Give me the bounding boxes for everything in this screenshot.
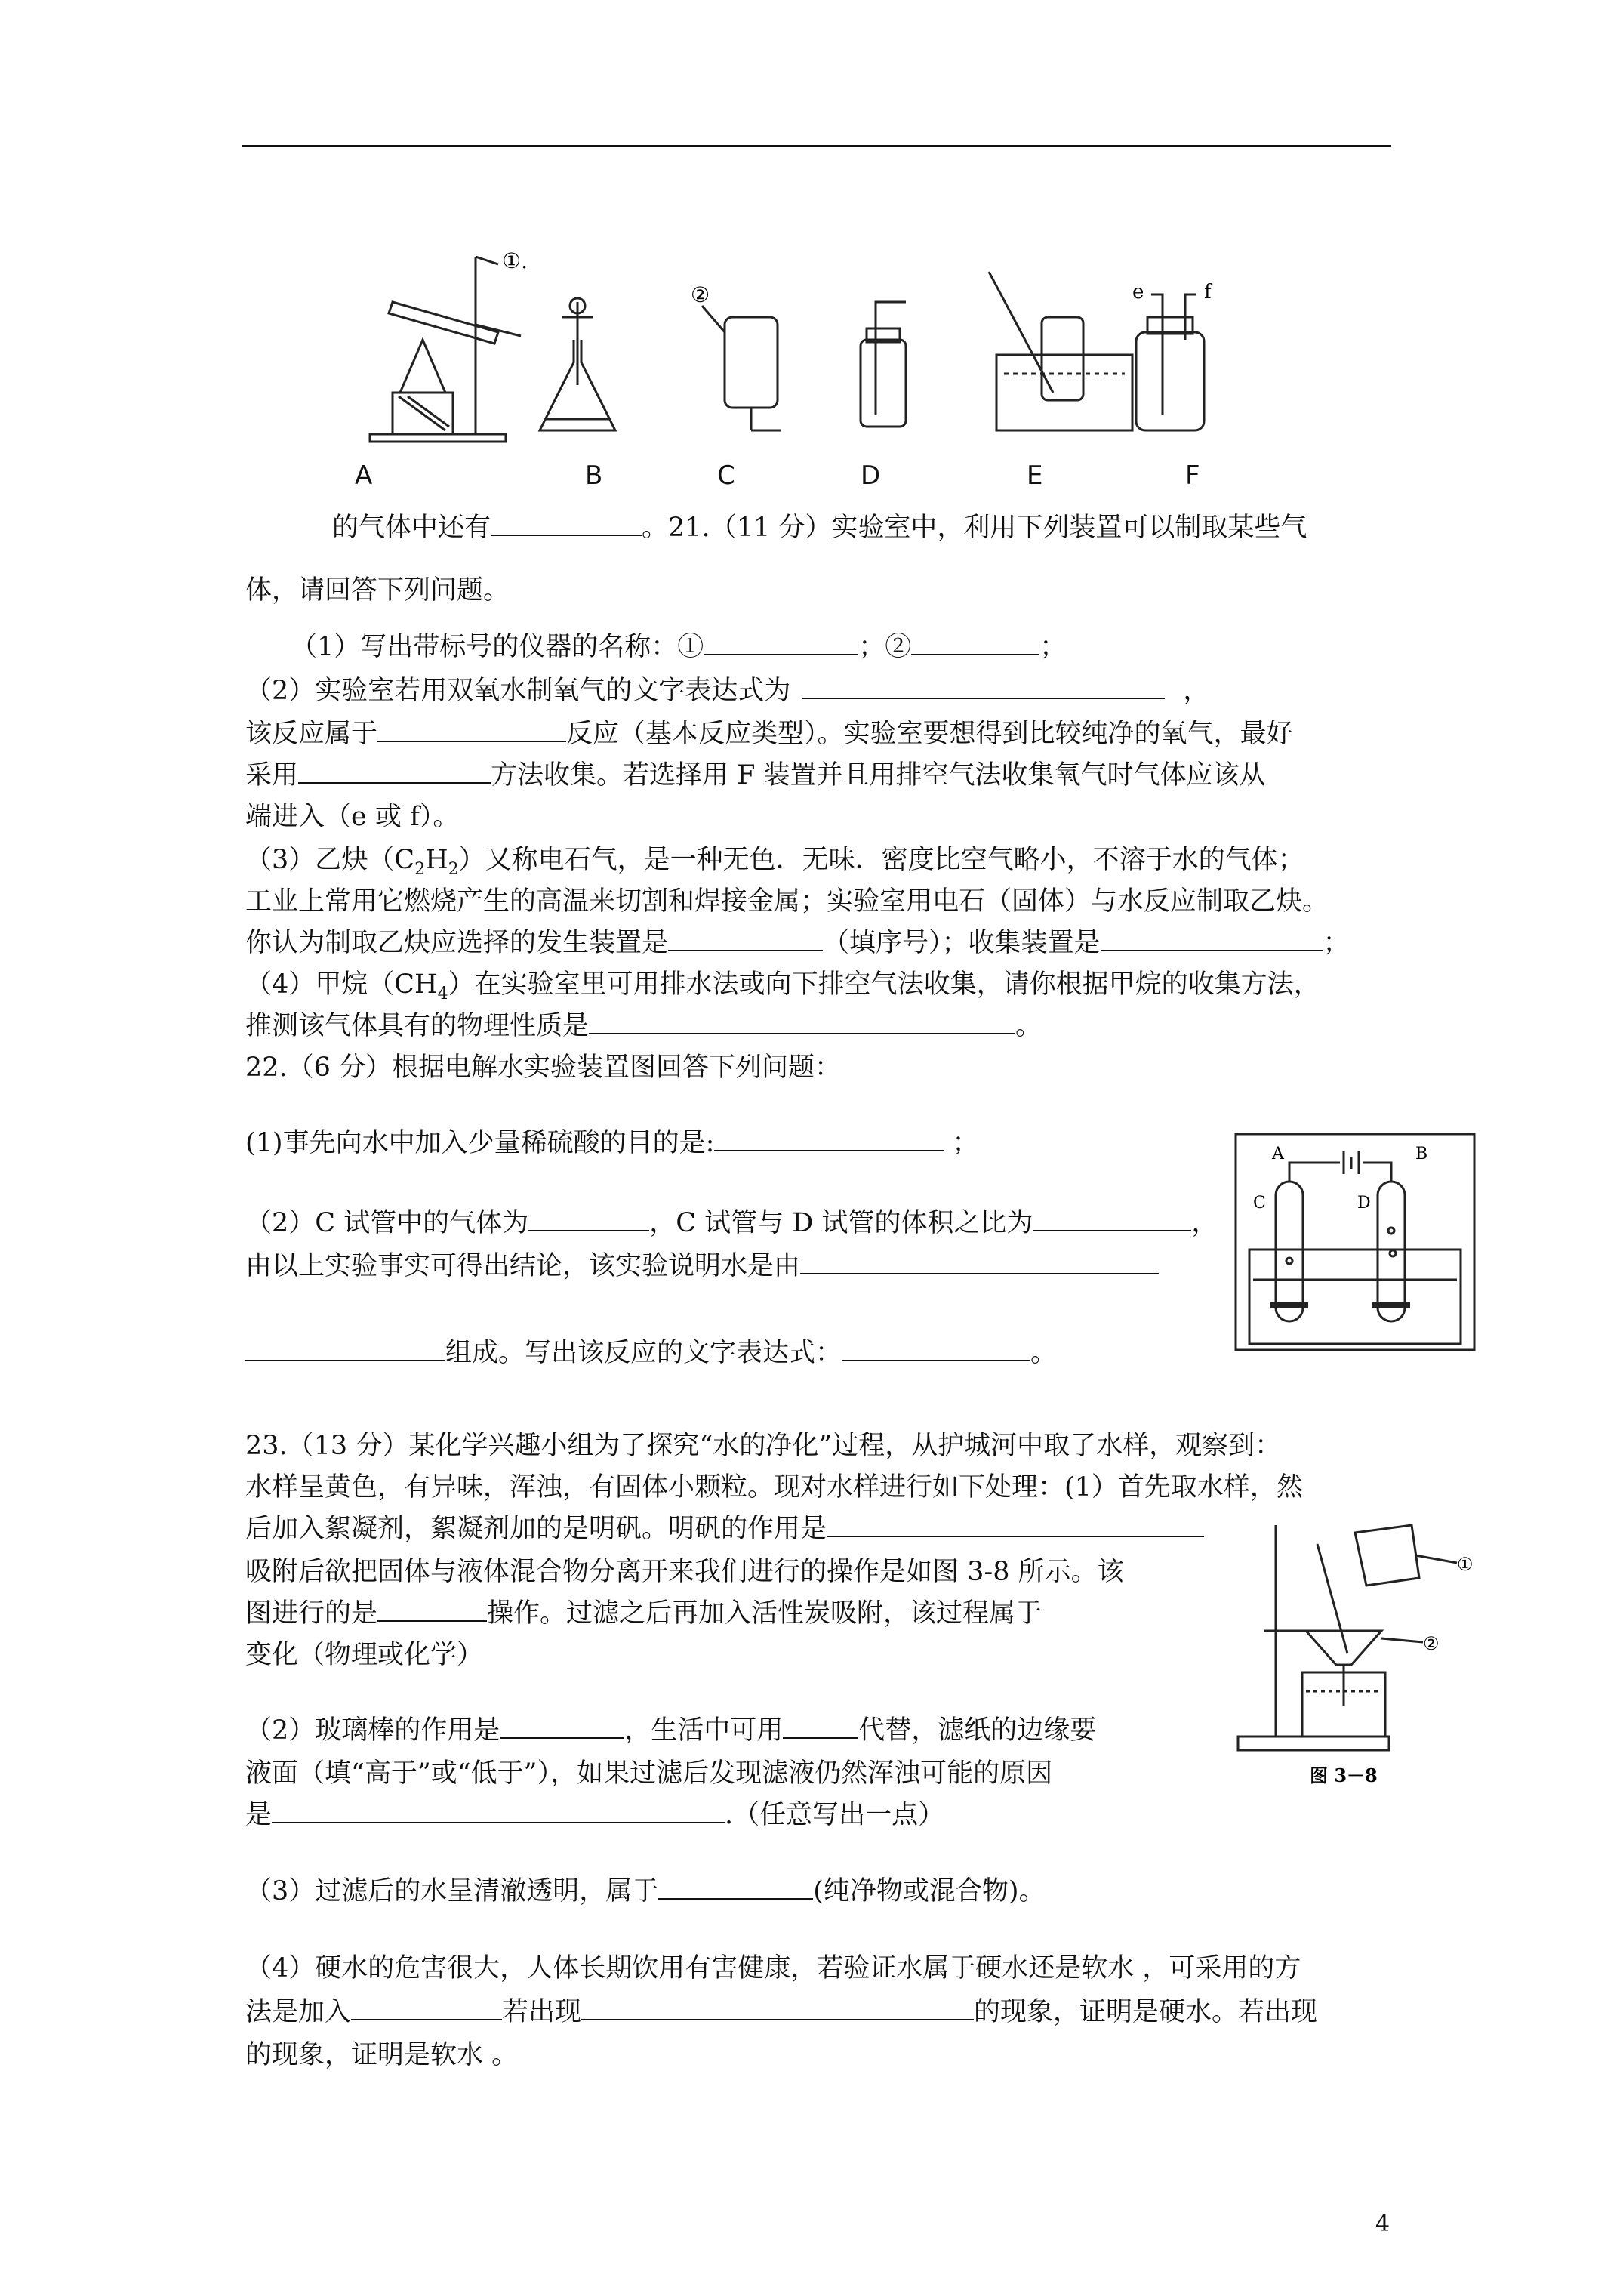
marker-1: ①.	[502, 248, 528, 273]
q23-line13: 的现象，证明是软水 。	[245, 2040, 519, 2070]
marker-2: ②	[691, 282, 710, 307]
apparatus-label-b: B	[585, 461, 603, 491]
apparatus-label-c: C	[717, 461, 735, 491]
apparatus-label-f: F	[1185, 461, 1200, 491]
tube-c-label: C	[1253, 1194, 1266, 1213]
q21-part2-line1: （2）实验室若用双氧水制氧气的文字表达式为 ，	[245, 676, 1210, 706]
q23-line5: 图进行的是 操作。过滤之后再加入活性炭吸附，该过程属于	[245, 1598, 1042, 1629]
apparatus-b-drawing	[540, 298, 615, 430]
q23-line9: 是 .（任意写出一点）	[245, 1800, 945, 1830]
filter-marker-1: ①	[1457, 1554, 1474, 1575]
tube-d-label: D	[1357, 1194, 1371, 1213]
q21-part3-line2: 工业上常用它燃烧产生的高温来切割和焊接金属；实验室用电石（固体）与水反应制取乙炔。	[245, 886, 1329, 917]
apparatus-label-d: D	[861, 461, 881, 491]
q23-line7: （2）玻璃棒的作用是 ，生活中可用 代替，滤纸的边缘要	[245, 1715, 1097, 1746]
electrode-b-label: B	[1415, 1145, 1428, 1163]
q22-header: 22.（6 分）根据电解水实验装置图回答下列问题：	[245, 1052, 842, 1083]
apparatus-label-e: E	[1027, 461, 1043, 491]
filter-marker-2: ②	[1423, 1633, 1440, 1654]
q22-part2-line2: 由以上实验事实可得出结论，该实验说明水是由	[245, 1250, 1159, 1283]
apparatus-label-a: A	[355, 461, 373, 491]
q23-line2: 水样呈黄色，有异味，浑浊，有固体小颗粒。现对水样进行如下处理：(1）首先取水样，然	[245, 1472, 1303, 1502]
port-f: f	[1204, 281, 1212, 304]
apparatus-d-drawing	[861, 302, 906, 427]
q23-line1: 23.（13 分）某化学兴趣小组为了探究“水的净化”过程，从护城河中取了水样，观察到：	[245, 1431, 1282, 1461]
apparatus-figure	[347, 242, 1329, 491]
q21-part3-line3: 你认为制取乙炔应选择的发生装置是 （填序号）；收集装置是 ；	[245, 928, 1350, 958]
apparatus-a-drawing	[370, 257, 521, 442]
apparatus-c-drawing	[702, 306, 781, 430]
q21-intro-line: 体，请回答下列问题。	[245, 575, 510, 606]
apparatus-f-drawing	[1136, 294, 1204, 430]
q21-header-line: 的气体中还有 。21.（11 分）实验室中，利用下列装置可以制取某些气	[332, 513, 1307, 543]
apparatus-e-drawing	[989, 272, 1132, 430]
q23-line3: 后加入絮凝剂，絮凝剂加的是明矾。明矾的作用是	[245, 1512, 1204, 1546]
filtration-figure	[1230, 1510, 1474, 1827]
q22-part1: (1)事先向水中加入少量稀硫酸的目的是: ；	[245, 1128, 979, 1158]
q21-part1: （1）写出带标号的仪器的名称：① ；② ；	[291, 632, 1067, 662]
q21-part2-line2: 该反应属于 反应（基本反应类型）。实验室要想得到比较纯净的氧气，最好	[245, 719, 1293, 749]
q23-line8: 液面（填“高于”或“低于”），如果过滤后发现滤液仍然浑浊可能的原因	[245, 1758, 1053, 1789]
port-e: e	[1132, 281, 1144, 304]
q23-line4: 吸附后欲把固体与液体混合物分离开来我们进行的操作是如图 3-8 所示。该	[245, 1557, 1124, 1587]
figure-caption: 图 3－8	[1310, 1764, 1378, 1786]
q21-part2-line4: 端进入（e 或 f）。	[245, 802, 460, 832]
q23-line10: （3）过滤后的水呈清澈透明，属于 (纯净物或混合物)。	[245, 1876, 1046, 1906]
electrode-a-label: A	[1272, 1145, 1284, 1163]
electrolysis-figure	[1234, 1133, 1476, 1351]
q22-part2-line3: 组成。写出该反应的文字表达式： 。	[245, 1336, 1057, 1370]
q21-part4-line1: （4）甲烷$(CH_4)$在实验室里可用排水法或向下排空气法收集，请你根据甲烷的收集方法，	[245, 969, 1320, 1003]
q21-part2-line3: 采用 方法收集。若选择用 F 装置并且用排空气法收集氧气时气体应该从	[245, 760, 1266, 791]
q21-part3-line1: （3）乙炔$(C_2H_2)$又称电石气，是一种无色．无味．密度比空气略小，不溶于水的气体；	[245, 845, 1304, 879]
q23-line12: 法是加入 若出现 的现象，证明是硬水。若出现	[245, 1997, 1318, 2027]
q23-line6: 变化（物理或化学）	[245, 1640, 484, 1670]
header-rule	[242, 145, 1391, 147]
q22-part2-line1: （2）C 试管中的气体为 ，C 试管与 D 试管的体积之比为 ，	[245, 1208, 1218, 1238]
q21-part4-line2: 推测该气体具有的物理性质是 。	[245, 1011, 1042, 1041]
q23-line11: （4）硬水的危害很大，人体长期饮用有害健康，若验证水属于硬水还是软水 ，可采用的方	[245, 1953, 1301, 1983]
page-number: 4	[1375, 2211, 1390, 2237]
